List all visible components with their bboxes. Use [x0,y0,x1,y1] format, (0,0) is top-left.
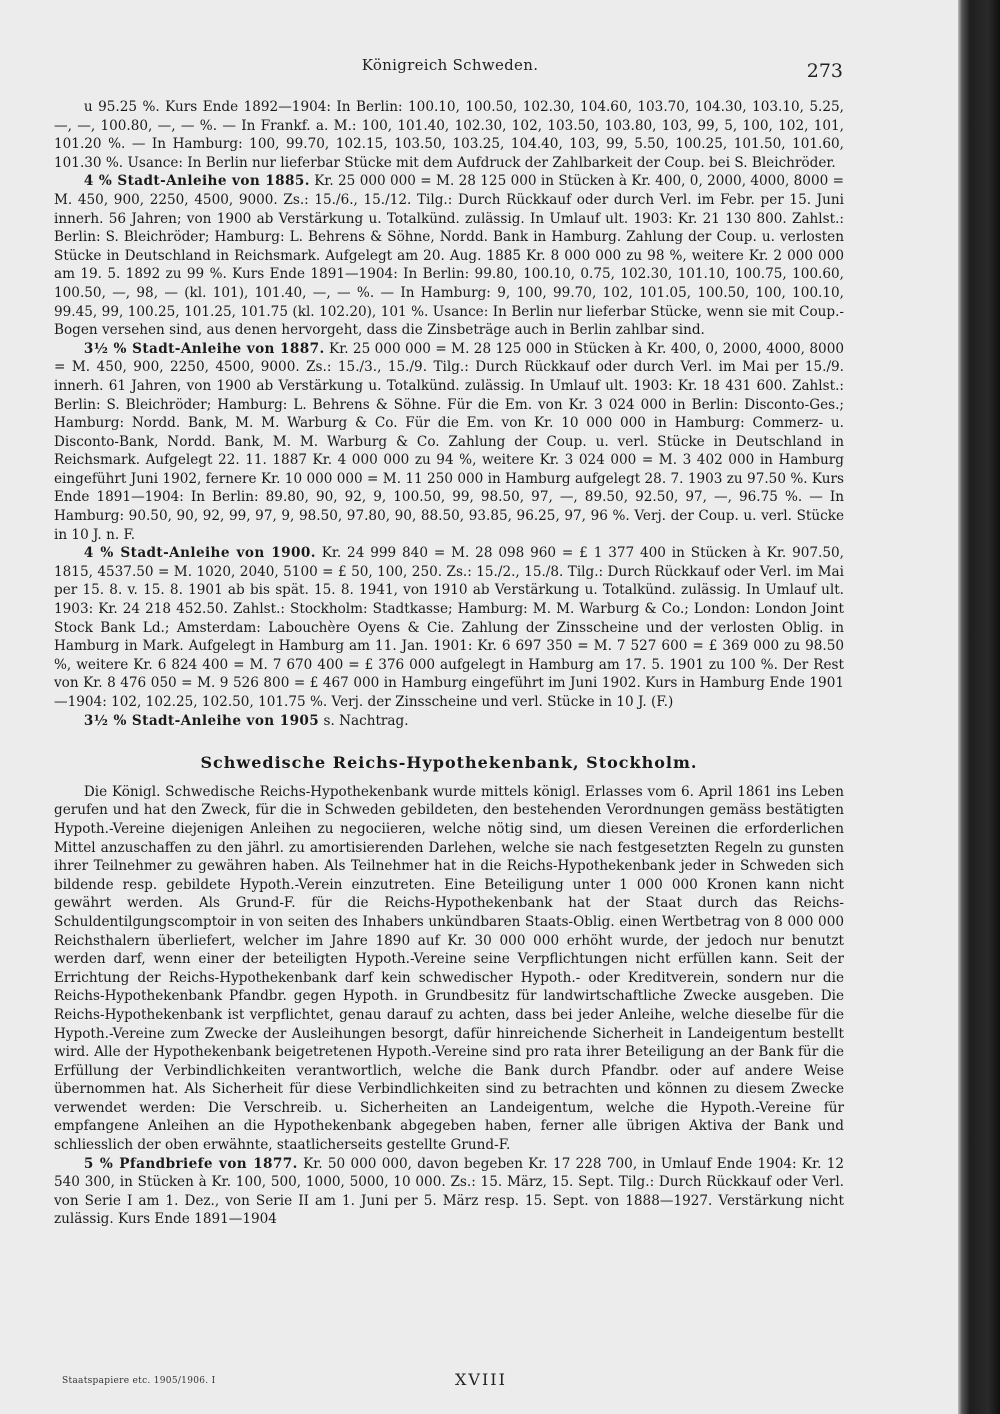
entry-paragraph: 5 % Pfandbriefe von 1877. Kr. 50 000 000, davon begeben Kr. 17 228 700, in Umlauf Ende 1904: Kr. 12 540 300, in Stücken à Kr. 100, 500, 1000, 5000, 10 000. Zs.: 15. März, 15. Sept. Tilg.: Durch Rückkauf oder Verl. von Serie I am 1. Dez., von Serie II am 1. Juni per 5. März resp. 15. Sept. von 1888—1927. Verstärkung nicht zulässig. Kurs Ende 1891—1904 [54,1155,844,1228]
body-text [54,98,844,1229]
section-heading: Schwedische Reichs-Hypothekenbank, Stockholm. [200,753,698,773]
running-head: Königreich Schweden. [361,56,539,74]
entry-paragraph: u 95.25 %. Kurs Ende 1892—1904: In Berlin: 100.10, 100.50, 102.30, 104.60, 103.70, 104.30, 103.10, 5.25, —, —, 100.80, —, — %. — In Frankf. a. M.: 100, 101.40, 102.30, 102, 103.50, 103.80, 103, 99, 5, 100, 102, 101, 101.20 %. — In Hamburg: 100, 99.70, 102.15, 103.50, 103.25, 104.40, 103, 99, 5.50, 100.25, 101.50, 101.60, 101.30 %. Usance: In Berlin nur lieferbar Stücke mit dem Aufdruck der Zahlbarkeit der Coup. bei S. Bleichröder. [54,99,844,171]
entry-paragraph: 3½ % Stadt-Anleihe von 1887. Kr. 25 000 000 = M. 28 125 000 in Stücken à Kr. 400, 0, 2000, 4000, 8000 = M. 450, 900, 2250, 4500, 9000. Zs.: 15./3., 15./9. Tilg.: Durch Rückkauf oder durch Verl. im Mai per 15./9. innerh. 61 Jahren, von 1900 ab Verstärkung u. Totalkünd. zulässig. In Umlauf ult. 1903: Kr. 18 431 600. Zahlst.: Berlin: S. Bleichröder; Hamburg: L. Behrens & Söhne. Für die Em. von Kr. 3 024 000 in Berlin: Disconto-Ges.; Hamburg: Nordd. Bank, M. M. Warburg & Co. Für die Em. von Kr. 10 000 000 in Hamburg: Commerz- u. Disconto-Bank, Nordd. Bank, M. M. Warburg & Co. Zahlung der Coup. u. verl. Stücke in Deutschland in Reichsmark. Aufgelegt 22. 11. 1887 Kr. 4 000 000 zu 94 %, weitere Kr. 3 024 000 = M. 3 402 000 in Hamburg eingeführt Juni 1902, fernere Kr. 10 000 000 = M. 11 250 000 in Hamburg aufgelegt 28. 7. 1903 zu 97.50 %. Kurs Ende 1891—1904: In Berlin: 89.80, 90, 92, 9, 100.50, 99, 98.50, 97, —, 89.50, 92.50, 97, —, 96.75 %. — In Hamburg: 90.50, 90, 92, 99, 97, 9, 98.50, 97.80, 90, 88.50, 93.85, 96.25, 97, 96 %. Verj. der Coup. u. verl. Stücke in 10 J. n. F. [54,340,845,543]
book-binding-edge [958,0,1000,1414]
entry-paragraph: 4 % Stadt-Anleihe von 1900. Kr. 24 999 840 = M. 28 098 960 = £ 1 377 400 in Stücken à Kr. 907.50, 1815, 4537.50 = M. 1020, 2040, 5100 = £ 50, 100, 250. Zs.: 15./2., 15./8. Tilg.: Durch Rückkauf oder Verl. im Mai per 15. 8. v. 15. 8. 1901 ab bis spät. 15. 8. 1941, von 1910 ab Verstärkung u. Totalkünd. zulässig. In Umlauf ult. 1903: Kr. 24 218 452.50. Zahlst.: Stockholm: Stadtkasse; Hamburg: M. M. Warburg & Co.; London: London Joint Stock Bank Ld.; Amsterdam: Labouchère Oyens & Cie. Zahlung der Zinsscheine und der verlosten Oblig. in Hamburg in Mark. Aufgelegt in Hamburg am 11. Jan. 1901: Kr. 6 697 350 = M. 7 527 600 = £ 369 000 zu 98.50 %, weitere Kr. 6 824 400 = M. 7 670 400 = £ 376 000 aufgelegt in Hamburg am 17. 5. 1901 zu 100 %. Der Rest von Kr. 8 476 050 = M. 9 526 800 = £ 467 000 in Hamburg eingeführt im Juni 1902. Kurs in Hamburg Ende 1901—1904: 102, 102.25, 102.50, 101.75 %. Verj. der Zinsscheine und verl. Stücke in 10 J. (F.) [54,545,844,710]
entry-paragraph: 3½ % Stadt-Anleihe von 1905 s. Nachtrag. [83,712,409,729]
entry-paragraph: 4 % Stadt-Anleihe von 1885. Kr. 25 000 000 = M. 28 125 000 in Stücken à Kr. 400, 0, 2000, 4000, 8000 = M. 450, 900, 2250, 4500, 9000. Zs.: 15./6., 15./12. Tilg.: Durch Rückkauf oder durch Verl. im Febr. per 15. Juni innerh. 56 Jahren; von 1900 ab Verstärkung u. Totalkünd. zulässig. In Umlauf ult. 1903: Kr. 21 130 800. Zahlst.: Berlin: S. Bleichröder; Hamburg: L. Behrens & Söhne, Nordd. Bank in Hamburg. Zahlung der Coup. u. verlosten Stücke in Deutschland in Reichsmark. Aufgelegt am 20. Aug. 1885 Kr. 8 000 000 zu 98 %, weitere Kr. 2 000 000 am 19. 5. 1892 zu 99 %. Kurs Ende 1891—1904: In Berlin: 99.80, 100.10, 0.75, 102.30, 101.10, 100.75, 100.60, 100.50, —, 98, — (kl. 101), 101.40, —, — %. — In Hamburg: 9, 100, 99.70, 102, 101.05, 100.50, 100, 100.10, 99.45, 99, 100.25, 101.25, 101.75 (kl. 102.20), 101 %. Usance: In Berlin nur lieferbar Stücke, wenn sie mit Coup.-Bogen versehen sind, aus denen hervorgeht, dass die Zinsbeträge auch in Berlin zahlbar sind. [54,173,844,339]
footer-note: Staatspapiere etc. 1905/1906. I [62,1376,216,1386]
entry-paragraph: Die Königl. Schwedische Reichs-Hypothekenbank wurde mittels königl. Erlasses vom 6. April 1861 ins Leben gerufen und hat den Zweck, für die in Schweden gebildeten, den bestehenden Verordnungen gemäss bestätigten Hypoth.-Vereine diejenigen Anleihen zu negociieren, welche nötig sind, um diesen Vereinen die erforderlichen Mittel anzuschaffen zu den jährl. zu amortisierenden Darlehen, welche sie nach festgesetzten Regeln zu gunsten ihrer Teilnehmer zu gewähren haben. Als Teilnehmer hat in die Reichs-Hypothekenbank jeder in Schweden sich bildende resp. gebildete Hypoth.-Verein einzutreten. Eine Beteiligung unter 1 000 000 Kronen kann nicht gewährt werden. Als Grund-F. für die Reichs-Hypothekenbank hat der Staat durch das Reichs-Schuldentilgungscomptoir in von seiten des Inhabers unkündbaren Staats-Oblig. einen Wertbetrag von 8 000 000 Reichsthalern überliefert, welcher im Jahre 1890 auf Kr. 30 000 000 erhöht wurde, der jedoch nur benutzt werden darf, wenn einer der beteiligten Hypoth.-Vereine seine Verpflichtungen nicht erfüllen kann. Seit der Errichtung der Reichs-Hypothekenbank darf kein schwedischer Hypoth.- oder Kreditverein, sondern nur die Reichs-Hypothekenbank Pfandbr. gegen Hypoth. in Grundbesitz für landwirtschaftliche Zwecke ausgeben. Die Reichs-Hypothekenbank ist verpflichtet, genau darauf zu achten, dass bei jeder Anleihe, welche dieselbe für die Hypoth.-Vereine zum Zwecke der Ausleihungen besorgt, dafür hinreichende Sicherheit in Landeigentum bestellt wird. Alle der Hypothekenbank beigetretenen Hypoth.-Vereine sind pro rata ihrer Beteiligung an der Bank für die Erfüllung der Verbindlichkeiten verantwortlich, welche die Bank durch Pfandbr. oder auf andere Weise übernommen hat. Als Sicherheit für diese Verbindlichkeiten sind zu betrachten und können zu diesem Zwecke verwendet werden: Die Verschreib. u. Sicherheiten an Landeigentum, welche die Hypoth.-Vereine für empfangene Anleihen an die Hypothekenbank abgegeben haben, ferner alle übrigen Aktiva der Bank und schliesslich der oben erwähnte, staatlicherseits gestellte Grund-F. [54,783,844,1154]
page-number: 273 [806,60,843,82]
signature-mark: XVIII [455,1370,507,1389]
